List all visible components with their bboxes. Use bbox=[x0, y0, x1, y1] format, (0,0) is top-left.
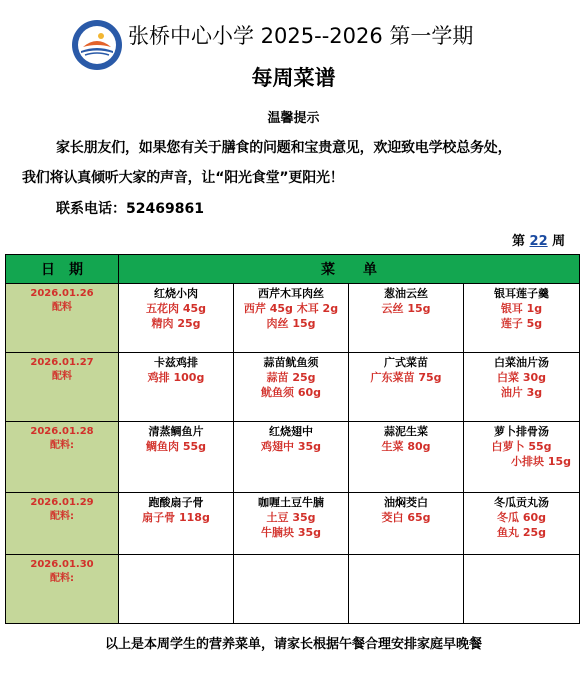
dish-name: 广式菜苗 bbox=[384, 356, 428, 369]
dish-cell bbox=[234, 284, 349, 353]
dish-cell bbox=[464, 422, 580, 493]
ingredient-line: 鱼丸 25g bbox=[496, 526, 546, 539]
notice-paragraph-line1: 家长朋友们，如果您有关于膳食的问题和宝贵意见，欢迎致电学校总务处， bbox=[56, 140, 512, 156]
dish-name: 萝卜排骨汤 bbox=[494, 425, 549, 438]
ingredient-line: 鲷鱼肉 55g bbox=[145, 440, 206, 453]
table-row bbox=[6, 555, 580, 624]
ingredient-line: 鱿鱼须 60g bbox=[260, 386, 321, 399]
dish-name: 咖喱土豆牛腩 bbox=[258, 496, 324, 509]
phone-label: 联系电话： bbox=[56, 201, 126, 217]
week-prefix: 第 bbox=[512, 234, 530, 249]
dish-name bbox=[234, 555, 348, 557]
dish-name bbox=[464, 555, 579, 557]
dish-name: 油焖茭白 bbox=[384, 496, 428, 509]
dish-cell bbox=[464, 284, 580, 353]
dish-name: 冬瓜贡丸汤 bbox=[494, 496, 549, 509]
ingredient-line: 肉丝 15g bbox=[266, 317, 316, 330]
ingredient-label: 配料: bbox=[50, 573, 74, 584]
table-row bbox=[6, 284, 580, 353]
dish-name: 西芹木耳肉丝 bbox=[258, 287, 324, 300]
date-cell bbox=[6, 353, 119, 422]
week-suffix: 周 bbox=[547, 234, 566, 249]
dish-cell bbox=[119, 555, 234, 624]
ingredient-line: 广东菜苗 75g bbox=[370, 371, 442, 384]
tips-heading: 温馨提示 bbox=[267, 111, 320, 126]
ingredient-line: 油片 3g bbox=[500, 386, 543, 399]
ingredient-line: 云丝 15g bbox=[381, 302, 431, 315]
dish-name: 跑酸扇子骨 bbox=[148, 496, 204, 509]
ingredient-label: 配料 bbox=[52, 371, 72, 382]
dish-name: 红烧翅中 bbox=[269, 425, 313, 438]
ingredient-line: 鸡排 100g bbox=[147, 371, 205, 384]
ingredient-label: 配料 bbox=[52, 302, 72, 313]
ingredient-line: 银耳 1g bbox=[500, 302, 543, 315]
date-cell bbox=[6, 422, 119, 493]
dish-name: 清蒸鲷鱼片 bbox=[148, 425, 204, 438]
phone-number: 52469861 bbox=[126, 201, 204, 217]
date-column-header: 日 期 bbox=[6, 255, 119, 284]
ingredient-line: 蒜苗 25g bbox=[266, 371, 316, 384]
date-text: 2026.01.28 bbox=[30, 426, 94, 437]
date-text: 2026.01.27 bbox=[30, 357, 94, 368]
ingredient-line: 鸡翅中 35g bbox=[260, 440, 321, 453]
date-text: 2026.01.29 bbox=[30, 497, 94, 508]
ingredient-line: 冬瓜 60g bbox=[496, 511, 546, 524]
ingredient-line: 生菜 80g bbox=[381, 440, 431, 453]
notice-paragraph-line2: 我们将认真倾听大家的声音，让“阳光食堂”更阳光！ bbox=[22, 170, 344, 186]
ingredient-line: 白菜 30g bbox=[496, 371, 546, 384]
date-text: 2026.01.30 bbox=[30, 559, 94, 570]
school-title: 张桥中心小学 2025--2026 第一学期 bbox=[128, 24, 474, 48]
contact-phone bbox=[56, 198, 204, 218]
dish-name bbox=[119, 555, 233, 557]
ingredient-line: 五花肉 45g bbox=[145, 302, 206, 315]
week-indicator bbox=[512, 230, 565, 249]
ingredient-line: 西芹 45g 木耳 2g bbox=[243, 302, 339, 315]
table-row bbox=[6, 353, 580, 422]
dish-cell bbox=[349, 493, 464, 555]
ingredient-line: 莲子 5g bbox=[500, 317, 543, 330]
ingredient-line: 小排块 15g bbox=[510, 455, 571, 468]
date-cell bbox=[6, 555, 119, 624]
dish-cell bbox=[234, 422, 349, 493]
ingredient-line: 茭白 65g bbox=[381, 511, 431, 524]
dish-name: 葱油云丝 bbox=[384, 287, 428, 300]
dish-name: 蒜泥生菜 bbox=[384, 425, 428, 438]
date-text: 2026.01.26 bbox=[30, 288, 94, 299]
ingredient-label: 配料: bbox=[50, 511, 74, 522]
ingredient-line: 牛腩块 35g bbox=[260, 526, 321, 539]
ingredient-label: 配料: bbox=[50, 440, 74, 451]
dish-name: 蒜苗鱿鱼须 bbox=[263, 356, 319, 369]
ingredient-line: 白萝卜 55g bbox=[491, 440, 552, 453]
menu-table bbox=[5, 254, 580, 624]
dish-cell bbox=[464, 353, 580, 422]
page-title: 每周菜谱 bbox=[251, 66, 336, 90]
ingredient-line: 精肉 25g bbox=[151, 317, 201, 330]
dish-name: 卡兹鸡排 bbox=[154, 356, 198, 369]
date-cell bbox=[6, 284, 119, 353]
dish-cell bbox=[119, 422, 234, 493]
dish-cell bbox=[349, 284, 464, 353]
dish-name bbox=[349, 555, 463, 557]
dish-cell bbox=[464, 493, 580, 555]
ingredient-line: 扇子骨 118g bbox=[142, 511, 210, 524]
table-row bbox=[6, 493, 580, 555]
menu-column-header: 菜 单 bbox=[119, 255, 580, 284]
dish-cell bbox=[119, 353, 234, 422]
dish-cell bbox=[119, 493, 234, 555]
dish-cell bbox=[119, 284, 234, 353]
date-cell bbox=[6, 493, 119, 555]
footer-note: 以上是本周学生的营养菜单，请家长根据午餐合理安排家庭早晚餐 bbox=[104, 637, 482, 652]
dish-name: 银耳莲子羹 bbox=[494, 287, 549, 300]
ingredient-line: 土豆 35g bbox=[266, 511, 316, 524]
table-row bbox=[6, 422, 580, 493]
dish-cell bbox=[349, 555, 464, 624]
dish-name: 白菜油片汤 bbox=[494, 356, 549, 369]
week-number: 22 bbox=[529, 234, 548, 249]
dish-cell bbox=[234, 493, 349, 555]
dish-cell bbox=[464, 555, 580, 624]
dish-cell bbox=[234, 555, 349, 624]
dish-cell bbox=[349, 353, 464, 422]
dish-name: 红烧小肉 bbox=[154, 287, 198, 300]
dish-cell bbox=[234, 353, 349, 422]
dish-cell bbox=[349, 422, 464, 493]
